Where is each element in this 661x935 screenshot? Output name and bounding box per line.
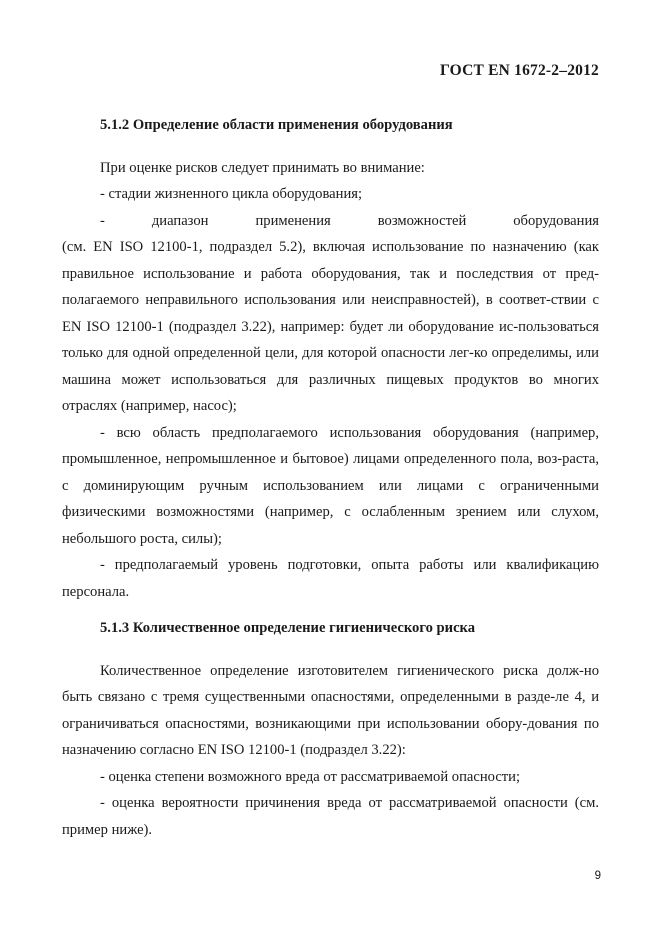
section-5-1-2-intro: При оценке рисков следует принимать во внимание: — [100, 159, 425, 176]
section-heading-5-1-3: 5.1.3 Количественное определение гигиенического риска — [100, 620, 476, 636]
section-5-1-3-paragraph: Количественное определение изготовителем гигиенического риска долж-но быть связано с тремя существенными опасностями, определенными в разде-ле 4, и ограничиваться опасностями, возникающими при использовании обору-дования по назначению согласно EN ISO 12100-1 (подраздел 3.22): — [62, 662, 599, 758]
section-5-1-2-item-3: - всю область предполагаемого использования оборудования (например, промышленное, непромышленное и бытовое) лицами определенного пола, воз-раста, с доминирующим ручным использованием или лицами с ограниченными физическими возможностями (например, с ослабленным зрением или слухом, небольшого роста, силы); — [62, 424, 599, 547]
section-5-1-3-item-2: - оценка вероятности причинения вреда от рассматриваемой опасности (см. пример ниже). — [62, 795, 599, 838]
document-code-header: ГОСТ EN 1672-2–2012 — [440, 62, 599, 79]
document-body — [62, 112, 599, 843]
page-number: 9 — [594, 870, 601, 882]
section-5-1-2-item-1: - стадии жизненного цикла оборудования; — [100, 186, 363, 202]
section-5-1-2-item-2-first-line: - диапазон применения возможностей оборудования — [100, 212, 599, 229]
section-5-1-2-item-2-continuation: (см. EN ISO 12100-1, подраздел 5.2), включая использование по назначению (как правильное использование и работа оборудования, так и последствия от пред-полагаемого неправильного использования или неисправностей), в соответ-ствии с EN ISO 12100-1 (подраздел 3.22), например: будет ли оборудование ис-пользоваться только для одной определенной цели, для которой опасности лег-ко определимы, или машина может использоваться для различных пищевых продуктов во многих отраслях (например, насос); — [62, 239, 599, 414]
section-5-1-2-item-4: - предполагаемый уровень подготовки, опыта работы или квалификацию персонала. — [62, 557, 599, 600]
section-heading-5-1-2: 5.1.2 Определение области применения оборудования — [100, 117, 453, 133]
section-5-1-3-item-1: - оценка степени возможного вреда от рассматриваемой опасности; — [100, 768, 521, 785]
